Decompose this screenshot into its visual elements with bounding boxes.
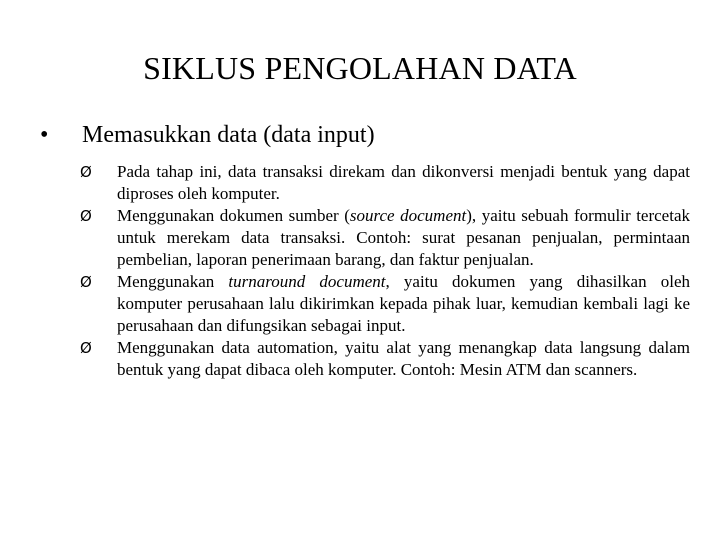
main-bullet-text: Memasukkan data (data input) xyxy=(82,122,375,148)
arrow-bullet-icon: Ø xyxy=(80,339,92,357)
arrow-bullet-icon: Ø xyxy=(80,207,92,225)
sub-bullet-item xyxy=(80,271,690,337)
sub-bullet-emphasis: turnaround document xyxy=(228,272,386,291)
sub-bullet-item xyxy=(80,337,690,381)
sub-bullet-emphasis: source document xyxy=(349,206,467,225)
arrow-bullet-icon: Ø xyxy=(80,163,92,181)
sub-bullet-item xyxy=(80,161,690,205)
sub-bullet-text-before: Menggunakan xyxy=(117,272,229,291)
sub-bullet-list xyxy=(80,161,690,381)
sub-bullet-item xyxy=(80,205,690,271)
sub-bullet-text-after: ), yaitu sebuah formulir tercetak untuk merekam data transaksi. Contoh: surat pesanan penjualan, permintaan pembelian, laporan penerimaan barang, dan faktur penjualan. xyxy=(117,206,690,269)
slide-title: SIKLUS PENGOLAHAN DATA xyxy=(143,50,577,86)
bullet-dot-icon: • xyxy=(40,122,49,148)
sub-bullet-text-after: , yaitu dokumen yang dihasilkan oleh komputer perusahaan lalu dikirimkan kepada pihak luar, kemudian kembali lagi ke perusahaan dan difungsikan sebagai input. xyxy=(117,272,690,335)
sub-bullet-text: Menggunakan data automation, yaitu alat yang menangkap data langsung dalam bentuk yang dapat dibaca oleh komputer. Contoh: Mesin ATM dan scanners. xyxy=(117,338,690,379)
arrow-bullet-icon: Ø xyxy=(80,273,92,291)
sub-bullet-text-before: Menggunakan dokumen sumber ( xyxy=(117,206,350,225)
sub-bullet-text: Pada tahap ini, data transaksi direkam dan dikonversi menjadi bentuk yang dapat diproses oleh komputer. xyxy=(117,162,690,203)
